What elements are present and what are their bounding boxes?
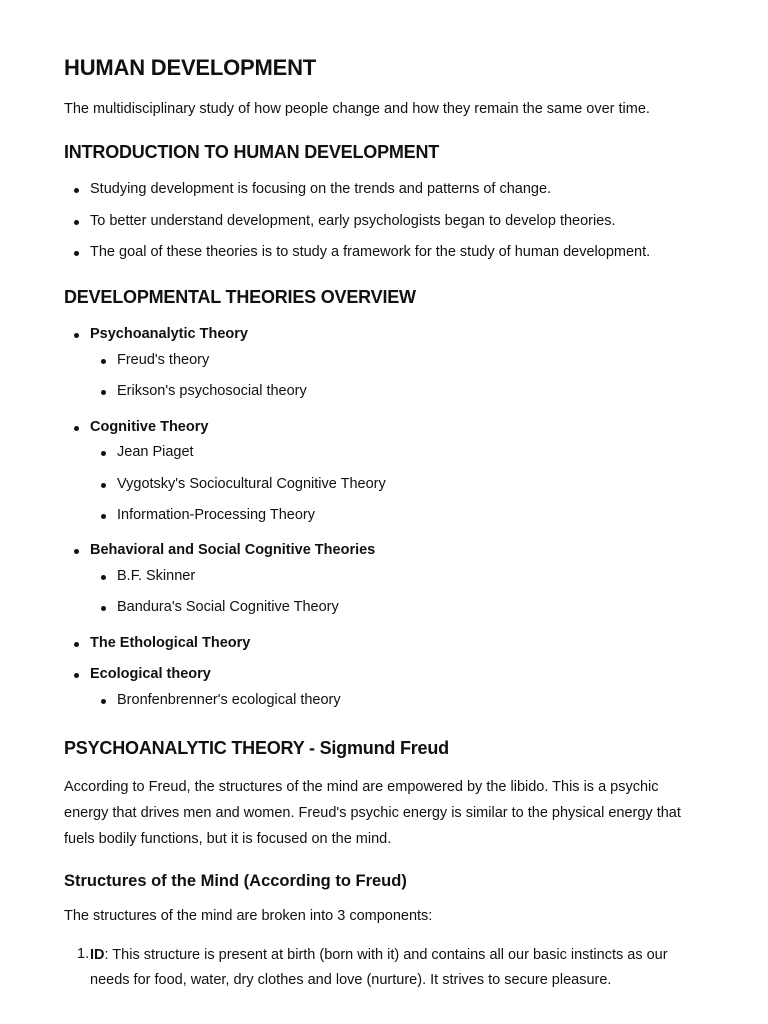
theory-sub-item: B.F. Skinner <box>117 568 196 584</box>
id-term: ID <box>90 947 105 963</box>
theory-sub-item: Jean Piaget <box>117 444 194 460</box>
structures-heading: Structures of the Mind (According to Freud) <box>64 872 407 890</box>
intro-list-item: To better understand development, early psychologists began to develop theories. <box>90 213 616 229</box>
structures-intro: The structures of the mind are broken into 3 components: <box>64 908 433 924</box>
theory-sub-item: Bandura's Social Cognitive Theory <box>117 599 339 615</box>
id-description: : This structure is present at birth (born with it) and contains all our basic instincts as our needs for food, water, dry clothes and love (nurture). It strives to secure pleasure. <box>90 947 668 988</box>
theory-sub-item: Vygotsky's Sociocultural Cognitive Theory <box>117 476 386 492</box>
page-title: HUMAN DEVELOPMENT <box>64 55 317 80</box>
theory-sub-item: Erikson's psychosocial theory <box>117 383 307 399</box>
psychoanalytic-paragraph: According to Freud, the structures of the mind are empowered by the libido. This is a psychic energy that drives men and women. Freud's psychic energy is similar to the physical energy that fuels bodily functions, but it is focused on the mind. <box>64 779 681 847</box>
theory-sub-item: Freud's theory <box>117 352 210 368</box>
ordered-list-number: 1. <box>77 946 90 962</box>
theory-group-label: Behavioral and Social Cognitive Theories <box>90 542 376 558</box>
theory-group-label: Psychoanalytic Theory <box>90 326 248 342</box>
theory-sub-item: Information-Processing Theory <box>117 507 315 523</box>
intro-list-item: Studying development is focusing on the trends and patterns of change. <box>90 181 552 197</box>
intro-heading: INTRODUCTION TO HUMAN DEVELOPMENT <box>64 142 440 162</box>
definition-text: The multidisciplinary study of how people change and how they remain the same over time. <box>64 101 650 117</box>
theory-group-label: The Ethological Theory <box>90 635 251 651</box>
ordered-list-item <box>90 943 695 993</box>
overview-heading: DEVELOPMENTAL THEORIES OVERVIEW <box>64 287 416 307</box>
intro-list-item: The goal of these theories is to study a framework for the study of human development. <box>90 244 651 260</box>
theory-sub-item: Bronfenbrenner's ecological theory <box>117 692 341 708</box>
theory-group-label: Ecological theory <box>90 666 211 682</box>
theory-group-label: Cognitive Theory <box>90 419 209 435</box>
psychoanalytic-heading: PSYCHOANALYTIC THEORY - Sigmund Freud <box>64 738 449 758</box>
